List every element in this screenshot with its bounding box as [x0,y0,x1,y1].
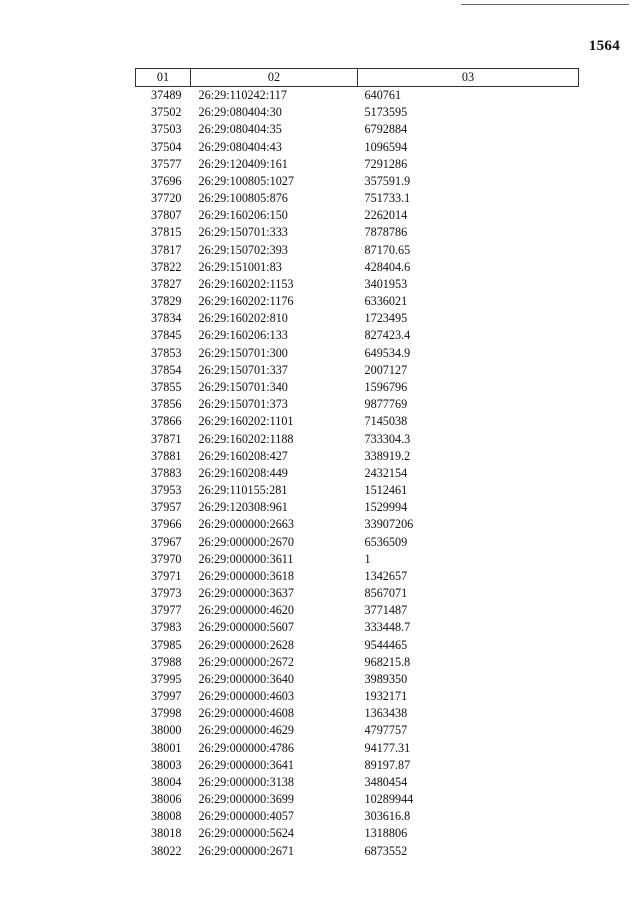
cadastral-number-cell: 26:29:000000:3611 [198,551,294,566]
cadastral-number-cell: 26:29:000000:2670 [198,534,294,549]
cadastral-number-cell: 26:29:150702:393 [198,242,288,257]
row-id-cell: 37871 [151,431,182,446]
table-row [136,224,579,241]
table-row [136,722,579,739]
table-row [136,637,579,654]
cadastral-number-cell: 26:29:160202:1101 [198,414,294,429]
cadastral-number-cell: 26:29:000000:4629 [198,723,294,738]
value-cell: 3401953 [364,276,408,291]
row-id-cell: 37807 [151,208,182,223]
cadastral-number-cell: 26:29:110155:281 [198,483,288,498]
cadastral-number-cell: 26:29:150701:337 [198,362,288,377]
cadastral-number-cell: 26:29:080404:35 [198,122,282,137]
cadastral-number-cell: 26:29:160208:427 [198,448,288,463]
value-cell: 9877769 [364,397,408,412]
row-id-cell: 37883 [151,465,182,480]
table-row [136,379,579,396]
row-id-cell: 37854 [151,362,182,377]
row-id-cell: 37971 [151,568,182,583]
table-row [136,671,579,688]
row-id-cell: 37998 [151,706,182,721]
value-cell: 87170.65 [364,242,411,257]
table-row [136,568,579,585]
row-id-cell: 37953 [151,483,182,498]
row-id-cell: 37577 [151,156,182,171]
cadastral-number-cell: 26:29:150701:300 [198,345,288,360]
value-cell: 3480454 [364,774,408,789]
cadastral-number-cell: 26:29:150701:333 [198,225,288,240]
table-row [136,482,579,499]
table-row [136,774,579,791]
row-id-cell: 38000 [151,723,182,738]
value-cell: 1363438 [364,706,408,721]
table-row [136,516,579,533]
cadastral-number-cell: 26:29:000000:3699 [198,792,294,807]
value-cell: 9544465 [364,637,408,652]
cadastral-number-cell: 26:29:000000:5624 [198,826,294,841]
table-row [136,757,579,774]
cadastral-number-cell: 26:29:000000:4620 [198,603,294,618]
data-table [135,68,579,860]
column-header-01: 01 [136,69,191,87]
top-rule [461,4,629,5]
row-id-cell: 37983 [151,620,182,635]
value-cell: 968215.8 [364,654,411,669]
value-cell: 827423.4 [364,328,411,343]
value-cell: 89197.87 [364,757,411,772]
row-id-cell: 37988 [151,654,182,669]
table-row [136,259,579,276]
cadastral-number-cell: 26:29:160206:133 [198,328,288,343]
value-cell: 10289944 [364,792,414,807]
table-row [136,843,579,860]
cadastral-number-cell: 26:29:000000:2628 [198,637,294,652]
cadastral-number-cell: 26:29:000000:4603 [198,689,294,704]
row-id-cell: 37829 [151,294,182,309]
table-header-row [136,69,579,87]
cadastral-number-cell: 26:29:000000:3637 [198,586,294,601]
table-row [136,551,579,568]
row-id-cell: 37973 [151,586,182,601]
value-cell: 333448.7 [364,620,411,635]
row-id-cell: 37957 [151,500,182,515]
table-row [136,533,579,550]
row-id-cell: 37856 [151,397,182,412]
row-id-cell: 37966 [151,517,182,532]
row-id-cell: 38018 [151,826,182,841]
row-id-cell: 37817 [151,242,182,257]
row-id-cell: 37822 [151,259,182,274]
table-row [136,740,579,757]
table-row [136,190,579,207]
table-row [136,499,579,516]
value-cell: 7291286 [364,156,408,171]
cadastral-number-cell: 26:29:160208:449 [198,465,288,480]
table-row [136,465,579,482]
value-cell: 1 [364,551,371,566]
row-id-cell: 38022 [151,843,182,858]
cadastral-number-cell: 26:29:120409:161 [198,156,288,171]
value-cell: 2007127 [364,362,408,377]
row-id-cell: 37834 [151,311,182,326]
row-id-cell: 37502 [151,105,182,120]
cadastral-number-cell: 26:29:000000:5607 [198,620,294,635]
value-cell: 2262014 [364,208,408,223]
table-row [136,345,579,362]
table-row [136,242,579,259]
row-id-cell: 38006 [151,792,182,807]
value-cell: 1932171 [364,689,408,704]
table-row [136,791,579,808]
row-id-cell: 38003 [151,757,182,772]
table-row [136,104,579,121]
value-cell: 357591.9 [364,173,411,188]
value-cell: 751733.1 [364,191,411,206]
row-id-cell: 37977 [151,603,182,618]
value-cell: 1723495 [364,311,408,326]
table-row [136,585,579,602]
table-row [136,156,579,173]
cadastral-number-cell: 26:29:151001:83 [198,259,282,274]
value-cell: 7878786 [364,225,408,240]
table-row [136,396,579,413]
value-cell: 8567071 [364,586,408,601]
value-cell: 649534.9 [364,345,411,360]
table-row [136,808,579,825]
table-row [136,654,579,671]
cadastral-number-cell: 26:29:160206:150 [198,208,288,223]
row-id-cell: 37696 [151,173,182,188]
value-cell: 1512461 [364,483,408,498]
row-id-cell: 37855 [151,380,182,394]
value-cell: 6336021 [364,294,408,309]
row-id-cell: 37845 [151,328,182,343]
value-cell: 640761 [364,88,402,103]
table-row [136,276,579,293]
cadastral-number-cell: 26:29:000000:3618 [198,568,294,583]
cadastral-number-cell: 26:29:000000:4786 [198,740,294,755]
value-cell: 6792884 [364,122,408,137]
row-id-cell: 37866 [151,414,182,429]
table-row [136,825,579,842]
table-row [136,121,579,138]
cadastral-number-cell: 26:29:080404:43 [198,139,282,154]
value-cell: 733304.3 [364,431,411,446]
cadastral-number-cell: 26:29:000000:3138 [198,774,294,789]
value-cell: 6873552 [364,843,408,858]
cadastral-number-cell: 26:29:160202:810 [198,311,288,326]
row-id-cell: 37489 [151,88,182,103]
cadastral-number-cell: 26:29:000000:3640 [198,671,294,686]
row-id-cell: 37503 [151,122,182,137]
row-id-cell: 37815 [151,225,182,240]
table-row [136,362,579,379]
value-cell: 2432154 [364,465,408,480]
value-cell: 1342657 [364,568,408,583]
cadastral-number-cell: 26:29:000000:2672 [198,654,294,669]
column-header-03: 03 [358,69,579,87]
value-cell: 303616.8 [364,809,411,824]
table-row [136,688,579,705]
row-id-cell: 37827 [151,276,182,291]
table-row [136,705,579,722]
row-id-cell: 37881 [151,448,182,463]
cadastral-number-cell: 26:29:160202:1188 [198,431,294,446]
row-id-cell: 37970 [151,551,182,566]
table-row [136,310,579,327]
cadastral-number-cell: 26:29:000000:2663 [198,517,294,532]
row-id-cell: 37720 [151,191,182,206]
column-header-02: 02 [191,69,358,87]
table-row [136,602,579,619]
cadastral-number-cell: 26:29:000000:3641 [198,757,294,772]
value-cell: 1529994 [364,500,408,515]
cadastral-number-cell: 26:29:000000:4057 [198,809,294,824]
row-id-cell: 38008 [151,809,182,824]
cadastral-number-cell: 26:29:160202:1176 [198,294,294,309]
value-cell: 4797757 [364,723,408,738]
cadastral-number-cell: 26:29:100805:1027 [198,173,294,188]
value-cell: 3989350 [364,671,408,686]
value-cell: 338919.2 [364,448,411,463]
row-id-cell: 38001 [151,740,182,755]
cadastral-number-cell: 26:29:000000:4608 [198,706,294,721]
table-row [136,619,579,636]
row-id-cell: 37967 [151,534,182,549]
table-row [136,413,579,430]
table-row [136,207,579,224]
value-cell: 6536509 [364,534,408,549]
row-id-cell: 37997 [151,689,182,704]
value-cell: 7145038 [364,414,408,429]
value-cell: 33907206 [364,517,414,532]
value-cell: 1318806 [364,826,408,841]
value-cell: 428404.6 [364,259,411,274]
cadastral-number-cell: 26:29:150701:373 [198,397,288,412]
table-row [136,293,579,310]
row-id-cell: 37985 [151,637,182,652]
cadastral-number-cell: 26:29:100805:876 [198,191,288,206]
cadastral-number-cell: 26:29:080404:30 [198,105,282,120]
page-number: 1564 [588,38,620,54]
table-body [136,87,579,860]
table-row [136,173,579,190]
value-cell: 3771487 [364,603,408,618]
cadastral-number-cell: 26:29:110242:117 [198,88,287,103]
cadastral-number-cell: 26:29:160202:1153 [198,276,294,291]
table-row [136,327,579,344]
row-id-cell: 37853 [151,345,182,360]
value-cell: 5173595 [364,105,408,120]
table-row [136,87,579,105]
cadastral-number-cell: 26:29:000000:2671 [198,843,294,858]
value-cell: 1596796 [364,380,408,394]
table-row [136,139,579,156]
value-cell: 1096594 [364,139,408,154]
table-row [136,448,579,465]
cadastral-number-cell: 26:29:150701:340 [198,380,288,394]
row-id-cell: 37995 [151,671,182,686]
cadastral-number-cell: 26:29:120308:961 [198,500,288,515]
row-id-cell: 38004 [151,774,182,789]
table-row [136,430,579,447]
value-cell: 94177.31 [364,740,411,755]
row-id-cell: 37504 [151,139,182,154]
